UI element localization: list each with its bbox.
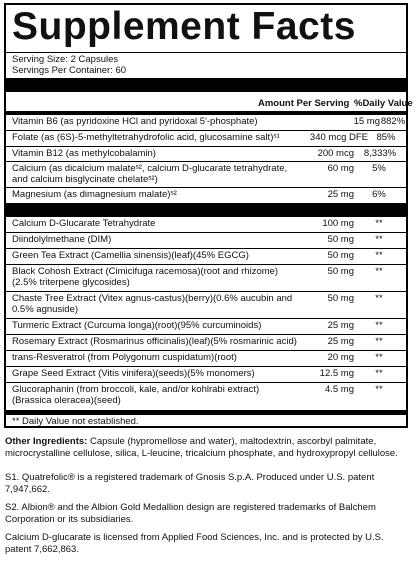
nutrient-name: Calcium (as dicalcium malateˢ², calcium D-glucarate tetrahydrate, and calcium bisglycinate chelateˢ²) bbox=[12, 163, 288, 185]
nutrient-dv: 882% bbox=[380, 116, 406, 127]
ingredient-dv: ** bbox=[375, 320, 383, 331]
ingredient-row bbox=[6, 233, 406, 249]
supplement-facts-panel bbox=[4, 3, 413, 428]
ingredient-name: Grape Seed Extract (Vitis vinifera)(seeds)(5% monomers) bbox=[12, 368, 255, 379]
nutrient-dv: 8,333% bbox=[363, 148, 397, 159]
ingredient-name: Green Tea Extract (Camellia sinensis)(leaf)(45% EGCG) bbox=[12, 250, 249, 261]
ingredient-dv: ** bbox=[375, 352, 383, 363]
nutrient-row bbox=[6, 162, 406, 188]
ingredient-row bbox=[6, 351, 406, 367]
ingredient-row bbox=[6, 319, 406, 335]
nutrient-amount: 60 mg bbox=[327, 163, 354, 174]
thick-divider bbox=[6, 203, 406, 217]
amount-header: Amount Per Serving bbox=[258, 98, 350, 109]
nutrient-amount: 15 mg bbox=[353, 116, 380, 127]
ingredient-name: trans-Resveratrol (from Polygonum cuspidatum)(root) bbox=[12, 352, 237, 363]
nutrient-row bbox=[6, 147, 406, 162]
dv-footnote: ** Daily Value not established. bbox=[12, 416, 139, 427]
ingredient-dv: ** bbox=[375, 266, 383, 277]
thick-divider bbox=[6, 78, 406, 92]
other-ingredients-text: Capsule (hypromellose and water), maltodextrin, ascorbyl palmitate, microcrystalline cellulose, silica, L-leucine, tricalcium phosphate, and hydroxypropyl cellulose. bbox=[5, 436, 398, 459]
license-note: Calcium D-glucarate is licensed from Applied Food Sciences, Inc. and is protected by U.S. patent 7,662,863. bbox=[5, 532, 384, 555]
nutrient-name: Vitamin B6 (as pyridoxine HCl and pyridoxal 5′-phosphate) bbox=[12, 116, 258, 127]
nutrient-name: Magnesium (as dimagnesium malate)ˢ² bbox=[12, 189, 177, 200]
ingredient-name: Calcium D-Glucarate Tetrahydrate bbox=[12, 218, 156, 229]
ingredient-dv: ** bbox=[375, 293, 383, 304]
nutrient-name: Vitamin B12 (as methylcobalamin) bbox=[12, 148, 156, 159]
other-ingredients-label: Other Ingredients: bbox=[5, 436, 88, 447]
ingredient-amount: 20 mg bbox=[327, 352, 354, 363]
serving-size: Serving Size: 2 Capsules bbox=[12, 54, 119, 65]
nutrient-amount: 340 mcg DFE bbox=[309, 132, 368, 143]
ingredient-amount: 50 mg bbox=[327, 250, 354, 261]
ingredient-name: Glucoraphanin (from broccoli, kale, and/or kohlrabi extract)(Brassica oleracea)(seed) bbox=[12, 384, 260, 406]
trademark-note-s2: S2. Albion® and the Albion Gold Medallion design are registered trademarks of Balchem Corporation or its subsidiaries. bbox=[5, 502, 376, 525]
nutrient-dv: 6% bbox=[372, 189, 386, 200]
ingredient-dv: ** bbox=[375, 234, 383, 245]
other-ingredients bbox=[5, 436, 409, 460]
nutrient-row bbox=[6, 115, 406, 131]
ingredient-amount: 50 mg bbox=[327, 293, 354, 304]
ingredient-name: Turmeric Extract (Curcuma longa)(root)(95% curcuminoids) bbox=[12, 320, 262, 331]
nutrient-amount: 25 mg bbox=[327, 189, 354, 200]
ingredient-amount: 50 mg bbox=[327, 266, 354, 277]
ingredient-name: Diindolylmethane (DIM) bbox=[12, 234, 112, 245]
ingredient-amount: 25 mg bbox=[327, 320, 354, 331]
ingredient-name: Rosemary Extract (Rosmarinus officinalis)(leaf)(5% rosmarinic acid) bbox=[12, 336, 297, 347]
nutrient-amount: 200 mcg bbox=[317, 148, 354, 159]
ingredient-row bbox=[6, 292, 406, 319]
nutrient-name: Folate (as (6S)-5-methyltetrahydrofolic acid, glucosamine salt)ˢ¹ bbox=[12, 132, 280, 143]
ingredient-amount: 100 mg bbox=[322, 218, 354, 229]
ingredient-name: Black Cohosh Extract (Cimicifuga racemosa)(root and rhizome)(2.5% triterpene glycosides) bbox=[12, 266, 279, 288]
nutrient-row bbox=[6, 188, 406, 204]
nutrient-row bbox=[6, 131, 406, 147]
servings-per-container: Servings Per Container: 60 bbox=[12, 65, 127, 76]
nutrient-dv: 5% bbox=[372, 163, 386, 174]
ingredient-amount: 50 mg bbox=[327, 234, 354, 245]
nutrient-dv: 85% bbox=[376, 132, 396, 143]
ingredient-amount: 4.5 mg bbox=[324, 384, 354, 395]
ingredient-row bbox=[6, 217, 406, 233]
divider bbox=[6, 52, 406, 53]
ingredient-row bbox=[6, 383, 406, 411]
ingredient-dv: ** bbox=[375, 218, 383, 229]
ingredient-name: Chaste Tree Extract (Vitex agnus-castus)(berry)(0.6% aucubin and 0.5% agnuside) bbox=[12, 293, 293, 315]
ingredient-dv: ** bbox=[375, 384, 383, 395]
trademark-note-s1: S1. Quatrefolic® is a registered trademark of Gnosis S.p.A. Produced under U.S. patent 7,947,662. bbox=[5, 472, 375, 495]
ingredient-row bbox=[6, 265, 406, 292]
ingredient-row bbox=[6, 367, 406, 383]
ingredient-dv: ** bbox=[375, 368, 383, 379]
ingredient-dv: ** bbox=[375, 336, 383, 347]
panel-title: Supplement Facts bbox=[12, 5, 356, 48]
ingredient-amount: 12.5 mg bbox=[319, 368, 354, 379]
dv-header: %Daily Value bbox=[354, 98, 413, 109]
thick-divider bbox=[6, 410, 406, 415]
ingredient-amount: 25 mg bbox=[327, 336, 354, 347]
ingredient-row bbox=[6, 335, 406, 351]
ingredient-row bbox=[6, 249, 406, 265]
ingredient-dv: ** bbox=[375, 250, 383, 261]
